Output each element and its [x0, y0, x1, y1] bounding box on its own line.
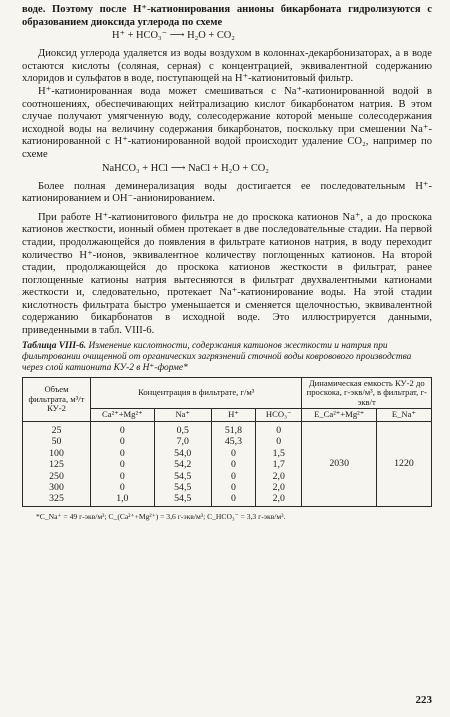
table-cell: 0: [230, 470, 236, 482]
paragraph-2: H⁺-катионированная вода может смешиваться с Na⁺-катионированной водой в соотношениях, обеспечивающих нейтрализацию кислот бикарбонатом натрия. В этом случае получают умягченную воду, солесодержание которой меньше солесодержания исходной воды на величину содержания бикарбонатов, поскольку при смешении Na⁺-катионированной с H⁺-катионированной водой происходит удаление CO₂, например по схеме: [22, 85, 432, 160]
table-cell: 2,0: [272, 470, 285, 482]
column-camg: [90, 422, 154, 507]
table-cell: 0: [276, 425, 282, 437]
table-cell: 2,0: [272, 493, 285, 505]
table-cell: 125: [49, 459, 64, 471]
table-cell: 45,3: [224, 436, 243, 448]
table-cell: 1,5: [272, 447, 285, 459]
header-volume: Объем фильтрата, м³/т КУ-2: [23, 377, 91, 421]
table-caption-text: Изменение кислотности, содержания катионов жесткости и натрия при фильтровании очищенной от органических загрязнений сточной воды ковровового производства через слой катионита КУ-2 в H⁺-форме*: [22, 340, 412, 373]
table-cell: 0: [230, 459, 236, 471]
table-cell: 325: [49, 493, 64, 505]
header-hco3: HCO₃⁻: [256, 409, 302, 422]
table-cell: 25: [51, 425, 62, 437]
value-e-camg: 2030: [302, 422, 376, 507]
header-h: H⁺: [211, 409, 255, 422]
table-cell: 250: [49, 470, 64, 482]
paragraph-4: При работе H⁺-катионитового фильтра не до проскока катионов Na⁺, а до проскока катионов жесткости, ионный обмен протекает в две последовательные стадии. На первой стадии, продолжающейся до появления в фильтрате катионов натрия, в воду переходит количество H⁺-ионов, эквивалентное количеству поглощенных катионов. На второй стадии, продолжающейся до проскока катионов жесткости в фильтрат, ранее поглощенные катионы натрия вытесняются в фильтрат двухвалентными катионами жесткости и, следовательно, протекает Na⁺-катионирование воды. На этой стадии кислотность фильтрата быстро уменьшается и сменяется щелочностью, эквивалентной содержанию бикарбонатов в исходной воде. Это иллюстрируется данными, приведенными в табл. VIII-6.: [22, 211, 432, 337]
table-cell: 2,0: [272, 481, 285, 493]
header-dynamic-capacity: Динамическая емкость КУ-2 до проскока, г-экв/м³, в фильтрат, г-экв/т: [302, 377, 432, 409]
table-cell: 0: [119, 470, 125, 482]
paragraph-3: Более полная деминерализация воды достигается ее последовательным H⁺-катионированием и OH⁻-анионированием.: [22, 180, 432, 205]
table-cell: 0: [119, 425, 125, 437]
column-hco3: [256, 422, 302, 507]
table-cell: 54,5: [174, 493, 192, 505]
page-body: [22, 4, 432, 521]
paragraph-1: Диоксид углерода удаляется из воды воздухом в колоннах-декарбонизаторах, а в воде остаются кислоты (соляная, серная) с концентрацией, эквивалентной содержанию хлоридов и сульфатов в воде, поступающей на H⁺-катионитовый фильтр.: [22, 48, 432, 85]
table-cell: 0: [230, 447, 236, 459]
table-caption: [22, 341, 432, 374]
table-cell: 54,5: [174, 481, 192, 493]
table-cell: 54,0: [174, 447, 192, 459]
table-cell: 54,2: [174, 459, 192, 471]
column-h: [211, 422, 255, 507]
table-cell: 100: [49, 447, 64, 459]
table-caption-label: Таблица VIII-6.: [22, 340, 87, 351]
page-number: 223: [415, 694, 432, 706]
table-cell: 300: [49, 481, 64, 493]
table-cell: 0: [230, 481, 236, 493]
equation-2: NaHCO₃ + HCl ⟶ NaCl + H₂O + CO₂: [102, 162, 269, 174]
table-cell: 0: [119, 436, 125, 448]
table-cell: 54,5: [174, 470, 192, 482]
value-e-na: 1220: [376, 422, 431, 507]
table-footnote: *C_Na⁺ = 49 г-экв/м³; C_(Ca²⁺+Mg²⁺) = 3,6 г-экв/м³; C_HCO₃⁻ = 3,3 г-экв/м³.: [36, 511, 286, 521]
table-cell: 0: [230, 493, 236, 505]
table-cell: 7,0: [176, 436, 189, 448]
header-concentration: Концентрация в фильтрате, г/м³: [90, 377, 301, 409]
column-na: [154, 422, 211, 507]
header-e-na: E_Na⁺: [376, 409, 431, 422]
header-camg: Ca²⁺+Mg²⁺: [90, 409, 154, 422]
column-volume: [23, 422, 91, 507]
table-cell: 0: [119, 459, 125, 471]
data-table: [22, 377, 432, 507]
table-cell: 0: [119, 447, 125, 459]
table-cell: 1,0: [116, 493, 129, 505]
header-na: Na⁺: [154, 409, 211, 422]
table-cell: 1,7: [272, 459, 285, 471]
table-cell: 0: [276, 436, 282, 448]
header-e-camg: E_Ca²⁺+Mg²⁺: [302, 409, 376, 422]
table-cell: 0,5: [176, 425, 189, 437]
table-cell: 50: [51, 436, 62, 448]
table-cell: 51,8: [224, 425, 243, 437]
paragraph-intro: воде. Поэтому после H⁺-катионирования анионы бикарбоната гидролизуются с образованием диоксида углерода по схеме: [22, 4, 432, 28]
equation-1: H⁺ + HCO₃⁻ ⟶ H₂O + CO₂: [112, 30, 235, 42]
table-cell: 0: [119, 481, 125, 493]
